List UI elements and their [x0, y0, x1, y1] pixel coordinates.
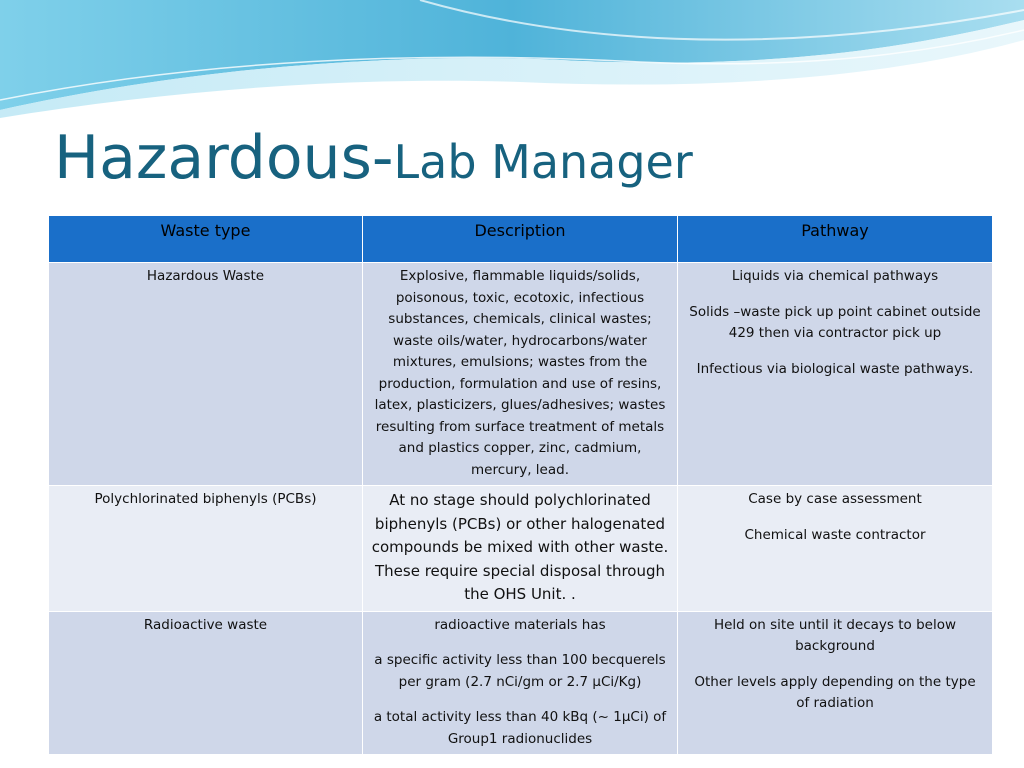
- page-title: [54, 123, 693, 193]
- pathway-text: Liquids via chemical pathways: [731, 268, 939, 284]
- pathway-text: Chemical waste contractor: [744, 526, 926, 543]
- description-text: Explosive, flammable liquids/solids, poisonous, toxic, ecotoxic, infectious substances, chemicals, clinical wastes; waste oils/water, hydrocarbons/water mixtures, emulsions; wastes from the production, formulation and use of resins, latex, plasticizers, glues/adhesives; wastes resulting from surface treatment of metals and plastics copper, zinc, cadmium, mercury, lead.: [374, 268, 666, 478]
- table-header-row: [49, 216, 993, 263]
- cell-description: [363, 263, 678, 486]
- pathway-text: Case by case assessment: [748, 491, 922, 507]
- cell-waste-type: Polychlorinated biphenyls (PCBs): [49, 486, 363, 612]
- description-text: a specific activity less than 100 becquerels per gram (2.7 nCi/gm or 2.7 µCi/Kg): [374, 652, 666, 690]
- waste-table: [48, 215, 993, 755]
- header-waste-type: Waste type: [49, 216, 363, 263]
- header-pathway: Pathway: [678, 216, 993, 263]
- description-text: At no stage should polychlorinated biphenyls (PCBs) or other halogenated compounds be mixed with other waste. These require special disposal through the OHS Unit. .: [371, 491, 669, 603]
- pathway-text: Solids –waste pick up point cabinet outside 429 then via contractor pick up: [689, 303, 981, 341]
- cell-pathway: [678, 611, 993, 755]
- cell-pathway: [678, 263, 993, 486]
- cell-waste-type: Radioactive waste: [49, 611, 363, 755]
- cell-pathway: [678, 486, 993, 612]
- table-row: [49, 611, 993, 755]
- description-text: radioactive materials has: [434, 616, 606, 633]
- header-wave-decoration: [0, 0, 1024, 120]
- cell-description: [363, 486, 678, 612]
- description-text: a total activity less than 40 kBq (~ 1µCi) of Group1 radionuclides: [373, 709, 667, 747]
- pathway-text: Other levels apply depending on the type of radiation: [694, 673, 976, 711]
- table-row: [49, 263, 993, 486]
- cell-description: [363, 611, 678, 755]
- pathway-text: Infectious via biological waste pathways.: [696, 360, 974, 377]
- table-row: [49, 486, 993, 612]
- title-part-2: Lab Manager: [393, 135, 693, 189]
- header-description: Description: [363, 216, 678, 263]
- title-part-1: Hazardous-: [54, 123, 394, 193]
- pathway-text: Held on site until it decays to below background: [713, 616, 957, 654]
- cell-waste-type: Hazardous Waste: [49, 263, 363, 486]
